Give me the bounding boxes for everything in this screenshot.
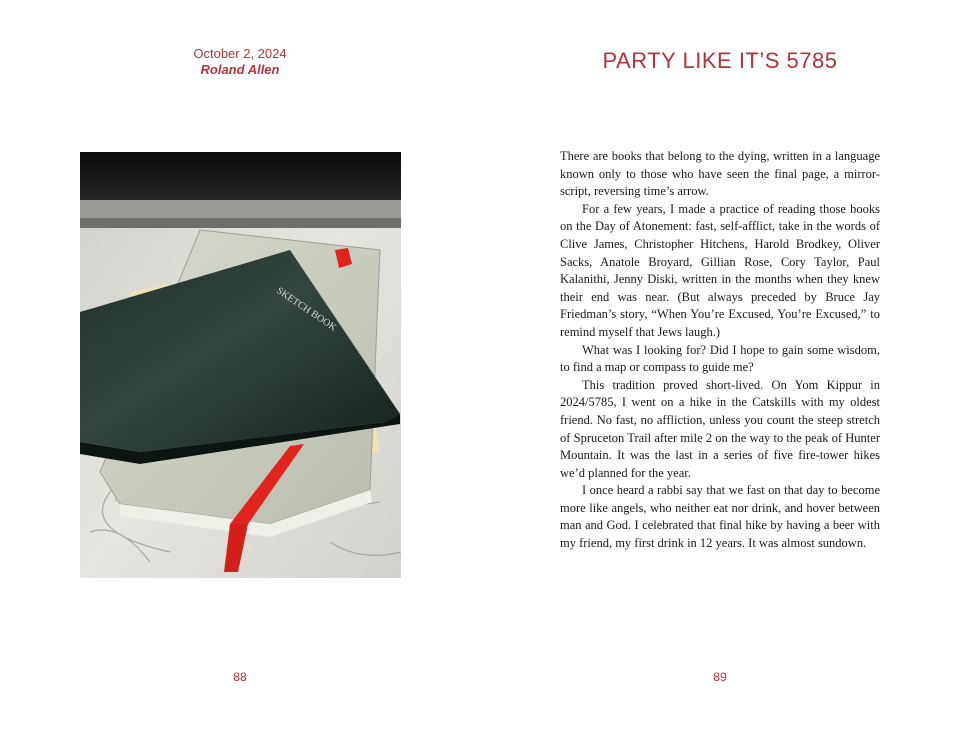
paragraph: There are books that belong to the dying, written in a language known only to those who have seen the final page, a mirror-script, reversing time’s arrow. — [560, 149, 880, 199]
sketch-book-label: SKETCH BOOK — [274, 285, 339, 334]
author-name: Roland Allen — [200, 62, 280, 77]
post-title: PARTY LIKE IT’S 5785 — [602, 48, 838, 73]
sketchbook-photo — [80, 152, 401, 578]
article-body — [560, 148, 880, 553]
page-number-left: 88 — [233, 670, 247, 684]
paragraph: This tradition proved short-lived. On Yom Kippur in 2024/5785, I went on a hike in the Catskills with my oldest friend. No fast, no affliction, unless you count the steep stretch of Spruceton Trail after mile 2 on the way to the peak of Hunter Mountain. It was the last in a series of five fire-tower hikes we’d planned for the year. — [560, 377, 880, 480]
paragraph: I once heard a rabbi say that we fast on that day to become more like angels, who neither eat nor drink, and hover between man and God. I celebrated that final hike by having a beer with my friend, my first drink in 12 years. It was almost sundown. — [560, 483, 880, 551]
page-number-right: 89 — [713, 670, 727, 684]
paragraph: For a few years, I made a practice of reading those books on the Day of Atonement: fast, self-afflict, take in the words of Clive James, Christopher Hitchens, Harold Brodkey, Oliver Sacks, Anatole Broyard, Gillian Rose, Cory Taylor, Paul Kalanithi, Jenny Diski, written in the months when they knew their end was near. (But always preceded by Bruce Jay Friedman’s story, “When You’re Excused, You’re Excused,” to remind myself that Jews laugh.) — [560, 201, 880, 339]
post-date: October 2, 2024 — [193, 46, 287, 61]
paragraph: What was I looking for? Did I hope to gain some wisdom, to find a map or compass to guide me? — [560, 342, 880, 375]
right-page — [480, 0, 960, 731]
